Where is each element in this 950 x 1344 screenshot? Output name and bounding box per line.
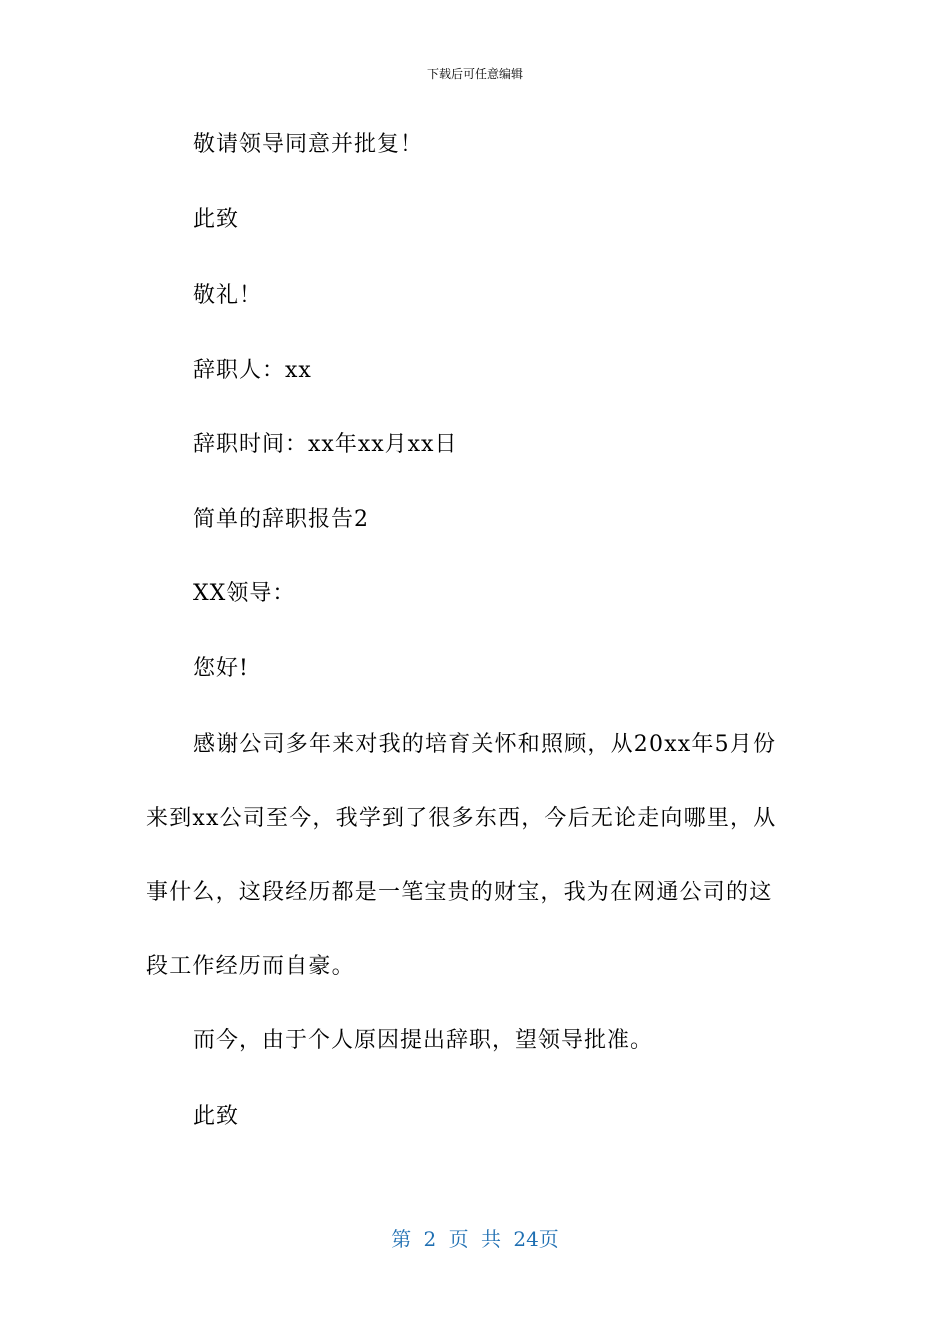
- paragraph-line: 来到xx公司至今，我学到了很多东西，今后无论走向哪里，从: [146, 806, 777, 831]
- paragraph-line: 段工作经历而自豪。: [146, 954, 355, 979]
- paragraph-addressee: XX领导：: [193, 581, 296, 606]
- paragraph-request-approval: 敬请领导同意并批复！: [193, 132, 424, 157]
- paragraph-resign-request: 而今，由于个人原因提出辞职，望领导批准。: [193, 1028, 654, 1053]
- paragraph-regards: 敬礼！: [193, 283, 263, 308]
- paragraph-salutation: 此致: [193, 207, 240, 232]
- paragraph-greeting: 您好!: [193, 656, 249, 681]
- page-indicator: 第 2 页 共 24页: [391, 1227, 559, 1251]
- paragraph-resign-date: 辞职时间：xx年xx月xx日: [193, 432, 458, 457]
- paragraph-resigner: 辞职人：xx: [193, 358, 312, 383]
- paragraph-closing-salutation: 此致: [193, 1104, 240, 1129]
- section-title: 简单的辞职报告2: [193, 507, 369, 532]
- paragraph-line: 事什么，这段经历都是一笔宝贵的财宝，我为在网通公司的这: [146, 880, 773, 905]
- paragraph-gratitude: [146, 708, 806, 1004]
- header-note: 下载后可任意编辑: [426, 67, 523, 81]
- paragraph-line: 感谢公司多年来对我的培育关怀和照顾，从20xx年5月份: [193, 732, 777, 757]
